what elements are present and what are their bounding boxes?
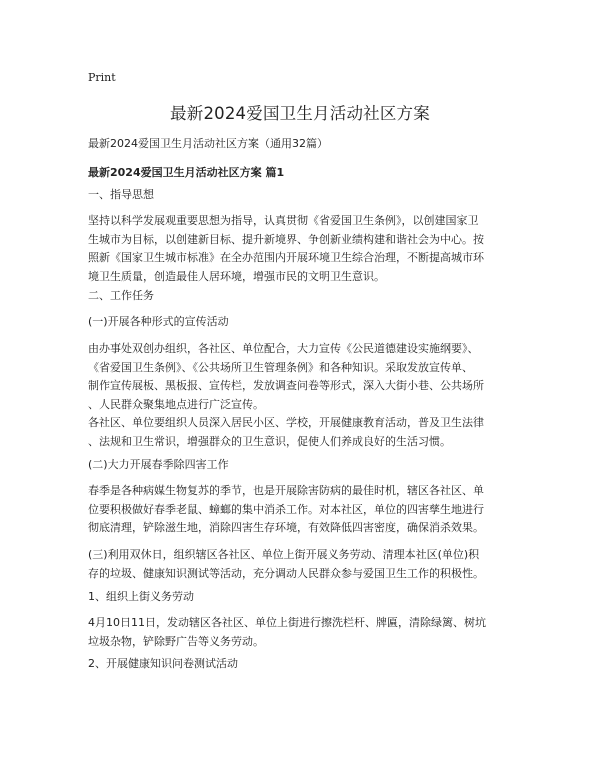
paragraph-line: 照新《国家卫生城市标准》在全办范围内开展环境卫生综合治理，不断提高城市环 [88, 251, 484, 264]
document-subtitle: 最新2024爱国卫生月活动社区方案（通用32篇） [88, 137, 328, 150]
paragraph-line: 彻底清理，铲除滋生地，消除四害生存环境，有效降低四害密度，确保消杀效果。 [88, 521, 484, 534]
heading-publicity-activities: (一)开展各种形式的宣传活动 [88, 315, 229, 328]
print-link[interactable]: Print [88, 71, 116, 84]
paragraph-weekend-activities [88, 546, 528, 583]
paragraph-line: 垃圾杂物，铲除野广告等义务劳动。 [88, 634, 264, 648]
heading-guiding-ideology: 一、指导思想 [88, 188, 154, 201]
section-heading: 最新2024爱国卫生月活动社区方案 篇1 [88, 166, 285, 179]
paragraph-line: 制作宣传展板、黑板报、宣传栏，发放调查问卷等形式，深入大街小巷、公共场所 [88, 379, 484, 392]
document-title: 最新2024爱国卫生月活动社区方案 [170, 104, 430, 123]
heading-volunteer-labor: 1、组织上街义务劳动 [88, 590, 194, 603]
paragraph-health-education [88, 414, 528, 451]
paragraph-line: 各社区、单位要组织人员深入居民小区、学校，开展健康教育活动，普及卫生法律 [88, 416, 484, 429]
paragraph-line: 、人民群众聚集地点进行广泛宣传。 [88, 397, 264, 411]
paragraph-line: (三)利用双休日，组织辖区各社区、单位上街开展义务劳动、清理本社区(单位)积 [88, 548, 480, 561]
paragraph-line: 存的垃圾、健康知识测试等活动，充分调动人民群众参与爱国卫生工作的积极性。 [88, 566, 484, 580]
paragraph-line: 春季是各种病媒生物复苏的季节，也是开展除害防病的最佳时机，辖区各社区、单 [88, 484, 484, 497]
paragraph-publicity [88, 340, 528, 414]
paragraph-line: 《省爱国卫生条例》、《公共场所卫生管理条例》和各种知识。采取发放宣传单、 [88, 360, 473, 374]
heading-pest-control: (二)大力开展春季除四害工作 [88, 458, 229, 471]
paragraph-volunteer-labor [88, 614, 528, 651]
heading-health-quiz: 2、开展健康知识问卷测试活动 [88, 657, 238, 670]
heading-work-tasks: 二、工作任务 [88, 289, 154, 302]
paragraph-guiding-ideology [88, 212, 528, 286]
paragraph-line: 坚持以科学发展观重要思想为指导，认真贯彻《省爱国卫生条例》，以创建国家卫 [88, 214, 479, 227]
paragraph-line: 生城市为目标，以创建新目标、提升新境界、争创新业绩构建和谐社会为中心。按 [88, 232, 484, 246]
paragraph-line: 、法规和卫生常识，增强群众的卫生意识，促使人们养成良好的生活习惯。 [88, 434, 451, 448]
paragraph-line: 由办事处双创办组织，各社区、单位配合，大力宣传《公民道德建设实施纲要》、 [88, 342, 479, 355]
paragraph-line: 境卫生质量，创造最佳人居环境，增强市民的文明卫生意识。 [88, 269, 385, 283]
paragraph-line: 位要积极做好春季老鼠、蟑螂的集中消杀工作。对本社区，单位的四害孳生地进行 [88, 502, 484, 516]
paragraph-pest-control [88, 482, 528, 538]
paragraph-line: 4月10日11日，发动辖区各社区、单位上街进行擦洗栏杆、牌匾，清除绿篱、树坑 [88, 616, 486, 629]
